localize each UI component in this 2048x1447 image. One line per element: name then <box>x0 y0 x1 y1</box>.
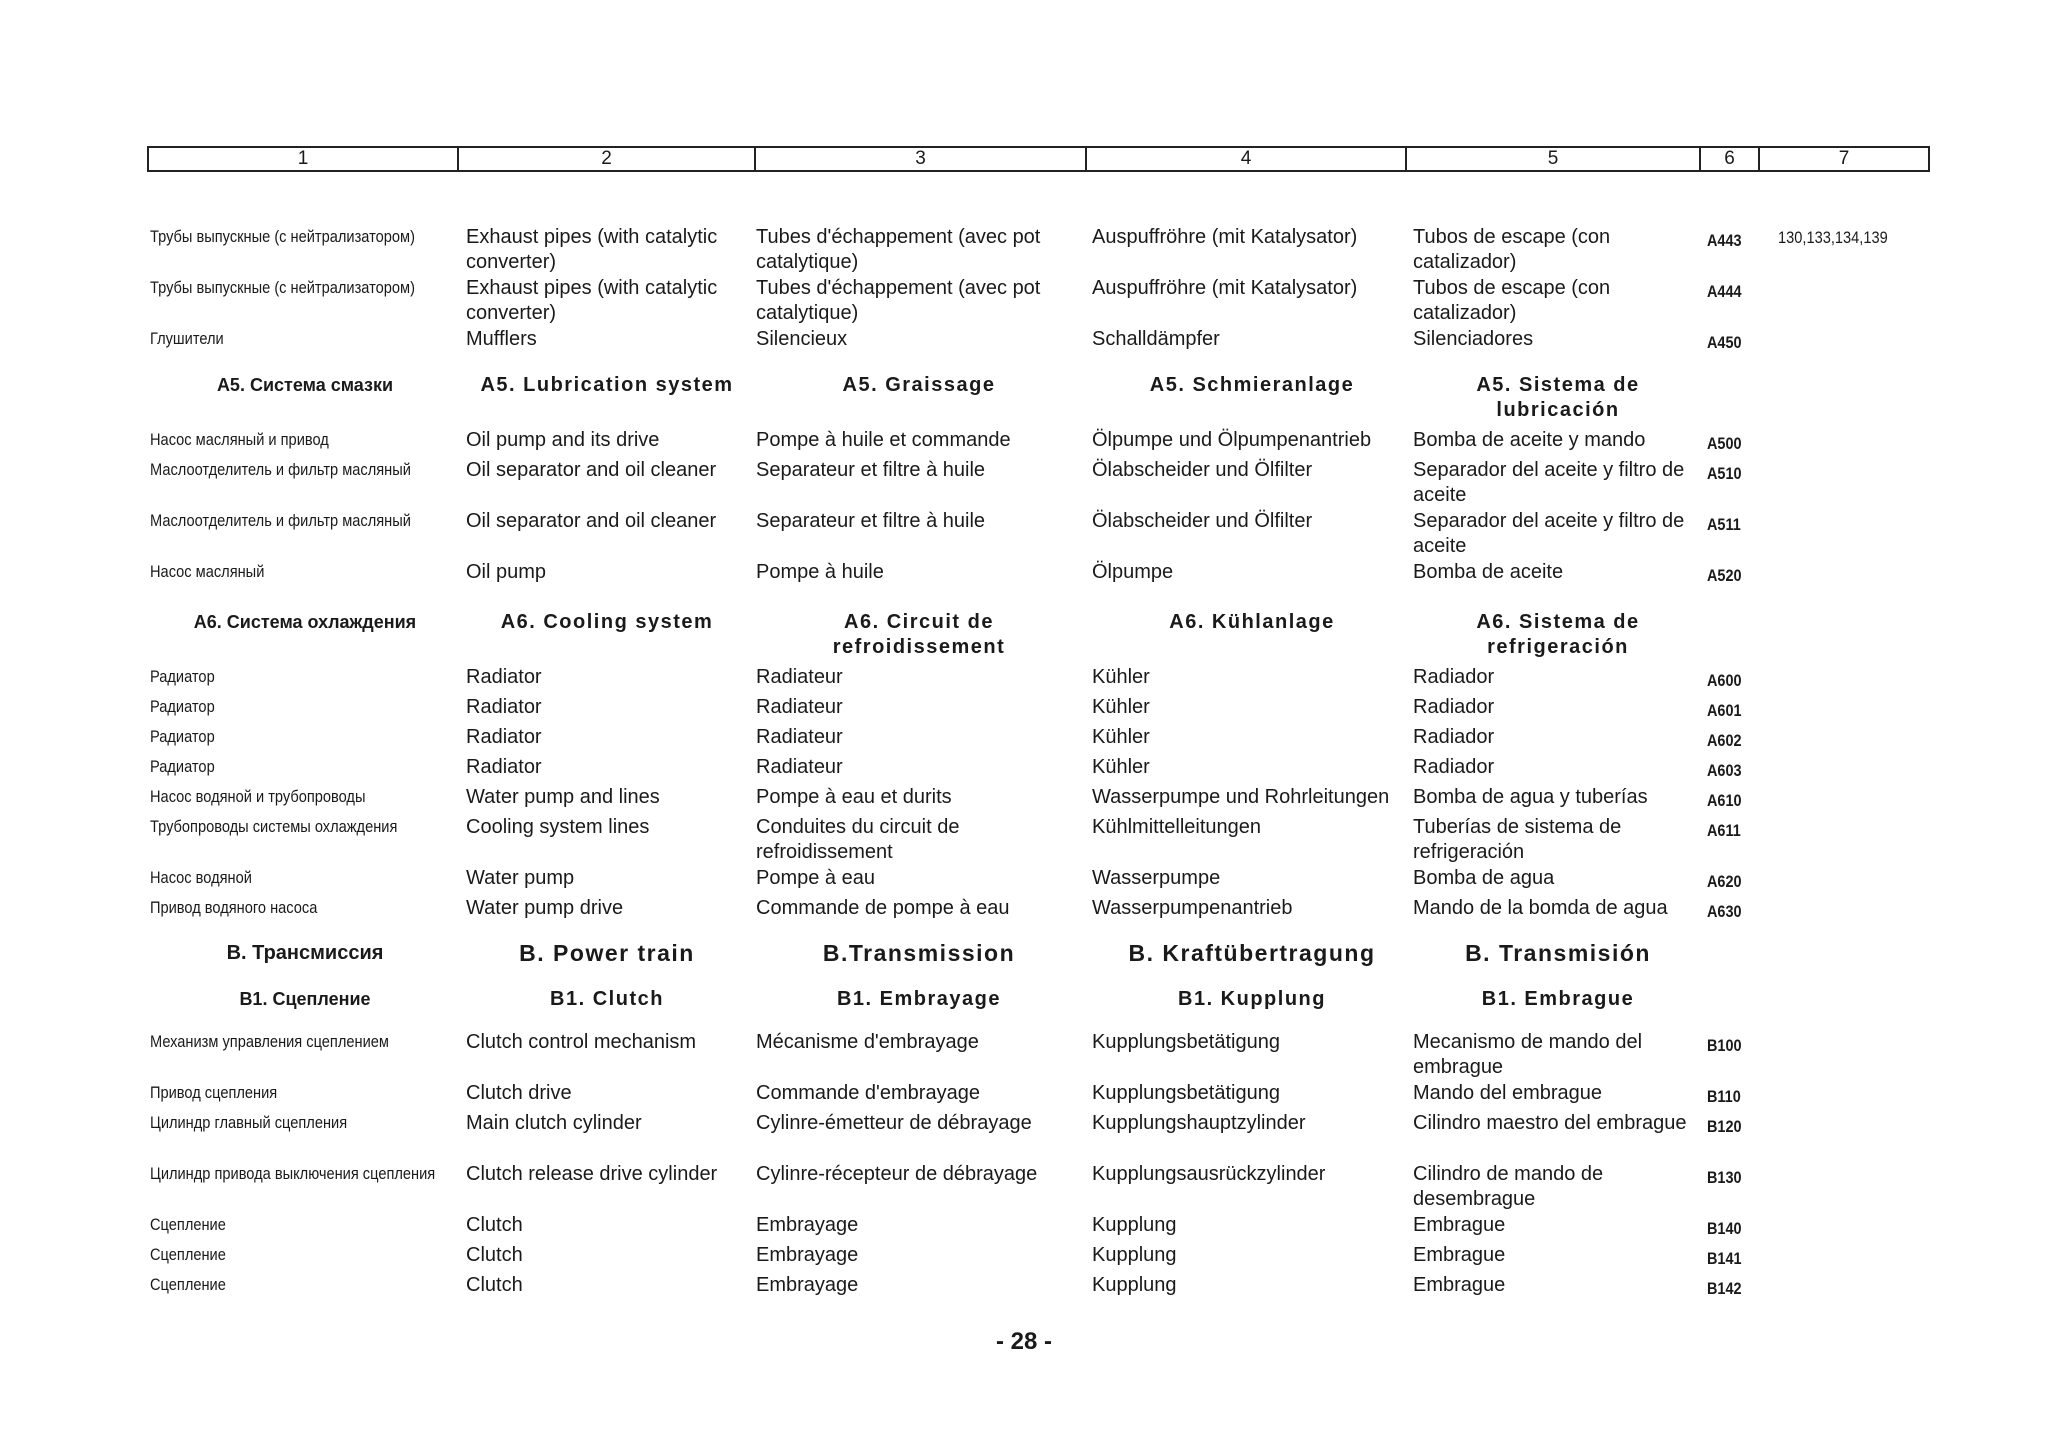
french-term: Embrayage <box>756 1274 859 1296</box>
english-term: Oil separator and oil cleaner <box>466 459 717 481</box>
russian-term: Трубы выпускные (с нейтрализатором) <box>150 278 415 297</box>
german-term: Wasserpumpe und Rohrleitungen <box>1092 786 1390 808</box>
spanish-term: Tubos de escape (con catalizador) <box>1413 277 1611 324</box>
french-term: Embrayage <box>756 1244 859 1266</box>
russian-term: А5. Система смазки <box>216 375 394 395</box>
german-term: Schalldämpfer <box>1092 328 1220 350</box>
english-term: Mufflers <box>466 328 537 350</box>
column-number: 7 <box>1838 148 1850 169</box>
english-term: Oil separator and oil cleaner <box>466 510 717 532</box>
german-term: Kühler <box>1092 696 1150 718</box>
french-term: A6. Circuit de refroidissement <box>832 611 1006 658</box>
english-term: Exhaust pipes (with catalytic converter) <box>466 226 718 273</box>
french-term: Commande d'embrayage <box>756 1082 980 1104</box>
german-term: Kupplungsbetätigung <box>1092 1031 1280 1053</box>
spanish-term: B1. Embrague <box>1481 988 1635 1010</box>
english-term: Clutch <box>466 1274 523 1296</box>
english-term: B. Power train <box>519 940 695 966</box>
german-term: Kühler <box>1092 666 1150 688</box>
russian-term: Насос масляный <box>150 562 265 581</box>
group-code: A601 <box>1707 701 1742 720</box>
russian-term: Сцепление <box>150 1215 226 1234</box>
german-term: Ölabscheider und Ölfilter <box>1092 510 1313 532</box>
english-term: Clutch <box>466 1214 523 1236</box>
german-term: Ölabscheider und Ölfilter <box>1092 459 1313 481</box>
english-term: A5. Lubrication system <box>480 374 734 396</box>
spanish-term: Mecanismo de mando del embrague <box>1413 1031 1643 1078</box>
spanish-term: Bomba de aceite <box>1413 561 1564 583</box>
russian-term: А6. Система охлаждения <box>193 612 417 632</box>
french-term: Separateur et filtre à huile <box>756 459 986 481</box>
spanish-term: Tubos de escape (con catalizador) <box>1413 226 1611 273</box>
english-term: Radiator <box>466 666 542 688</box>
english-term: Clutch release drive cylinder <box>466 1163 718 1185</box>
group-code: A520 <box>1707 566 1742 585</box>
group-code: A443 <box>1707 231 1742 250</box>
french-term: B1. Embrayage <box>836 988 1001 1010</box>
spanish-term: Embrague <box>1413 1214 1506 1236</box>
group-code: B141 <box>1707 1249 1742 1268</box>
french-term: Embrayage <box>756 1214 859 1236</box>
spanish-term: Cilindro maestro del embrague <box>1413 1112 1687 1134</box>
spanish-term: Radiador <box>1413 756 1495 778</box>
german-term: Kupplungshauptzylinder <box>1092 1112 1306 1134</box>
group-code: B140 <box>1707 1219 1742 1238</box>
spanish-term: Tuberías de sistema de refrigeración <box>1413 816 1622 863</box>
russian-term: Радиатор <box>150 667 215 686</box>
group-code: A511 <box>1707 515 1741 534</box>
group-code: A620 <box>1707 872 1742 891</box>
spanish-term: Bomba de aceite y mando <box>1413 429 1646 451</box>
english-term: Clutch <box>466 1244 523 1266</box>
russian-term: Цилиндр главный сцепления <box>150 1113 348 1132</box>
group-code: A510 <box>1707 464 1742 483</box>
german-term: Ölpumpe <box>1092 561 1174 583</box>
group-code: B110 <box>1707 1087 1741 1106</box>
french-term: Radiateur <box>756 666 843 688</box>
russian-term: Радиатор <box>150 697 215 716</box>
english-term: Exhaust pipes (with catalytic converter) <box>466 277 718 324</box>
russian-term: Трубы выпускные (с нейтрализатором) <box>150 227 415 246</box>
russian-term: Радиатор <box>150 757 215 776</box>
column-number: 4 <box>1087 148 1407 170</box>
english-term: Main clutch cylinder <box>466 1112 642 1134</box>
russian-term: Сцепление <box>150 1275 226 1294</box>
spanish-term: Embrague <box>1413 1244 1506 1266</box>
column-number: 6 <box>1701 148 1760 170</box>
french-term: Radiateur <box>756 726 843 748</box>
french-term: B.Transmission <box>822 940 1016 966</box>
english-term: Clutch drive <box>466 1082 572 1104</box>
german-term: Kupplung <box>1092 1244 1177 1266</box>
french-term: Pompe à huile <box>756 561 884 583</box>
english-term: Oil pump and its drive <box>466 429 660 451</box>
german-term: A6. Kühlanlage <box>1169 611 1335 633</box>
column-number: 3 <box>756 148 1087 170</box>
spanish-term: Mando del embrague <box>1413 1082 1603 1104</box>
german-term: B. Kraftübertragung <box>1128 940 1376 966</box>
french-term: Radiateur <box>756 696 843 718</box>
column-number: 1 <box>149 148 459 170</box>
group-code: A611 <box>1707 821 1741 840</box>
group-code: A500 <box>1707 434 1742 453</box>
german-term: Wasserpumpe <box>1092 867 1221 889</box>
french-term: Commande de pompe à eau <box>756 897 1010 919</box>
spanish-term: Mando de la bomda de agua <box>1413 897 1668 919</box>
french-term: A5. Graissage <box>842 374 996 396</box>
spanish-term: B. Transmisión <box>1465 940 1651 966</box>
spanish-term: A5. Sistema de lubricación <box>1476 374 1640 421</box>
german-term: Kühler <box>1092 756 1150 778</box>
german-term: Kupplungsbetätigung <box>1092 1082 1280 1104</box>
group-code: A450 <box>1707 333 1742 352</box>
group-code: B142 <box>1707 1279 1742 1298</box>
russian-term: Привод водяного насоса <box>150 898 318 917</box>
russian-term: В1. Сцепление <box>239 989 371 1009</box>
german-term: A5. Schmieranlage <box>1149 374 1355 396</box>
english-term: A6. Cooling system <box>500 611 714 633</box>
russian-term: Трубопроводы системы охлаждения <box>150 817 398 836</box>
english-term: B1. Clutch <box>550 988 664 1010</box>
french-term: Silencieux <box>756 328 848 350</box>
english-term: Radiator <box>466 696 542 718</box>
spanish-term: Silenciadores <box>1413 328 1534 350</box>
group-code: A610 <box>1707 791 1742 810</box>
spanish-term: Bomba de agua <box>1413 867 1555 889</box>
group-code: A603 <box>1707 761 1742 780</box>
french-term: Radiateur <box>756 756 843 778</box>
french-term: Pompe à eau et durits <box>756 786 952 808</box>
english-term: Clutch control mechanism <box>466 1031 697 1053</box>
english-term: Water pump and lines <box>466 786 660 808</box>
russian-term: Цилиндр привода выключения сцепления <box>150 1164 436 1183</box>
group-code: A602 <box>1707 731 1742 750</box>
french-term: Cylinre-récepteur de débrayage <box>756 1163 1038 1185</box>
page-number: - 28 - <box>995 1328 1052 1355</box>
russian-term: Глушители <box>150 329 224 348</box>
french-term: Mécanisme d'embrayage <box>756 1031 979 1053</box>
group-code: B120 <box>1707 1117 1742 1136</box>
english-term: Cooling system lines <box>466 816 650 838</box>
spanish-term: Embrague <box>1413 1274 1506 1296</box>
french-term: Tubes d'échappement (avec pot catalytique) <box>756 226 1041 273</box>
group-code: B100 <box>1707 1036 1742 1055</box>
group-code: B130 <box>1707 1168 1742 1187</box>
french-term: Pompe à huile et commande <box>756 429 1011 451</box>
spanish-term: A6. Sistema de refrigeración <box>1476 611 1640 658</box>
german-term: Kupplung <box>1092 1214 1177 1236</box>
spanish-term: Radiador <box>1413 696 1495 718</box>
german-term: Auspuffröhre (mit Katalysator) <box>1092 226 1358 248</box>
spanish-term: Separador del aceite y filtro de aceite <box>1413 510 1685 557</box>
english-term: Oil pump <box>466 561 547 583</box>
english-term: Water pump drive <box>466 897 624 919</box>
russian-term: Сцепление <box>150 1245 226 1264</box>
french-term: Separateur et filtre à huile <box>756 510 986 532</box>
russian-term: Насос водяной и трубопроводы <box>150 787 366 806</box>
english-term: Radiator <box>466 756 542 778</box>
english-term: Radiator <box>466 726 542 748</box>
russian-term: Насос водяной <box>150 868 252 887</box>
spanish-term: Radiador <box>1413 666 1495 688</box>
spanish-term: Bomba de agua y tuberías <box>1413 786 1648 808</box>
russian-term: Радиатор <box>150 727 215 746</box>
french-term: Conduites du circuit de refroidissement <box>756 816 960 863</box>
spanish-term: Cilindro de mando de desembrague <box>1413 1163 1604 1210</box>
column-number: 5 <box>1407 148 1701 170</box>
english-term: Water pump <box>466 867 575 889</box>
group-code: A444 <box>1707 282 1742 301</box>
russian-term: Маслоотделитель и фильтр масляный <box>150 460 411 479</box>
french-term: Tubes d'échappement (avec pot catalytique) <box>756 277 1041 324</box>
german-term: Wasserpumpenantrieb <box>1092 897 1293 919</box>
group-code: A630 <box>1707 902 1742 921</box>
german-term: Ölpumpe und Ölpumpenantrieb <box>1092 429 1372 451</box>
group-code: A600 <box>1707 671 1742 690</box>
german-term: Auspuffröhre (mit Katalysator) <box>1092 277 1358 299</box>
german-term: Kupplung <box>1092 1274 1177 1296</box>
russian-term: Насос масляный и привод <box>150 430 329 449</box>
french-term: Cylinre-émetteur de débrayage <box>756 1112 1032 1134</box>
russian-term: Маслоотделитель и фильтр масляный <box>150 511 411 530</box>
column-number: 2 <box>459 148 756 170</box>
russian-term: В. Трансмиссия <box>226 942 384 964</box>
german-term: B1. Kupplung <box>1178 988 1326 1010</box>
german-term: Kupplungsausrückzylinder <box>1092 1163 1326 1185</box>
german-term: Kühlmittelleitungen <box>1092 816 1261 838</box>
russian-term: Привод сцепления <box>150 1083 278 1102</box>
page-refs: 130,133,134,139 <box>1778 228 1888 247</box>
russian-term: Механизм управления сцеплением <box>150 1032 389 1051</box>
german-term: Kühler <box>1092 726 1150 748</box>
spanish-term: Radiador <box>1413 726 1495 748</box>
spanish-term: Separador del aceite y filtro de aceite <box>1413 459 1685 506</box>
french-term: Pompe à eau <box>756 867 875 889</box>
